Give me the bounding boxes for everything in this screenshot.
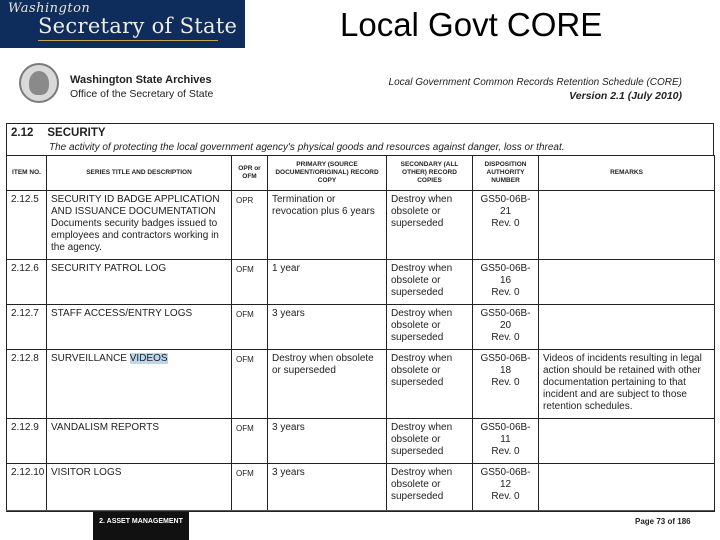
item-number: 2.12.7 <box>7 305 47 350</box>
remarks-cell: Videos of incidents resulting in legal action should be retained with other documentation pertaining to that incident and are subject to those retention schedules. <box>539 350 715 419</box>
slide-title: Local Govt CORE <box>340 6 603 43</box>
highlighted-text[interactable]: VIDEOS <box>129 353 168 364</box>
authority-number: GS50-06B-16 <box>480 263 531 286</box>
primary-retention: 3 years <box>268 464 387 512</box>
table-row <box>7 305 715 350</box>
series-description: Documents security badges issued to employees and contractors working in the agency. <box>51 218 219 253</box>
col-series: SERIES TITLE AND DESCRIPTION <box>47 156 232 191</box>
document-page <box>6 54 714 540</box>
series-title: STAFF ACCESS/ENTRY LOGS <box>47 305 232 350</box>
retention-table <box>6 155 715 512</box>
series-cell <box>47 191 232 260</box>
remarks-cell <box>539 260 715 305</box>
remarks-cell <box>539 191 715 260</box>
table-row <box>7 464 715 512</box>
secondary-retention: Destroy when obsolete or superseded <box>387 464 473 512</box>
series-title: SURVEILLANCE <box>51 353 127 364</box>
section-title: SECURITY <box>47 127 106 139</box>
secondary-retention: Destroy when obsolete or superseded <box>387 191 473 260</box>
item-number: 2.12.8 <box>7 350 47 419</box>
section-description: The activity of protecting the local government agency's physical goods and resources against danger, loss or threat. <box>49 142 565 153</box>
remarks-cell <box>539 464 715 512</box>
remarks-cell <box>539 305 715 350</box>
slide-header <box>0 0 720 52</box>
authority-revision: Rev. 0 <box>491 491 520 502</box>
primary-retention: 3 years <box>268 305 387 350</box>
opr-cell: OFM <box>232 464 268 512</box>
remarks-cell <box>539 419 715 464</box>
authority-cell <box>473 260 539 305</box>
opr-cell: OFM <box>232 305 268 350</box>
item-number: 2.12.5 <box>7 191 47 260</box>
schedule-version: Version 2.1 (July 2010) <box>569 90 682 102</box>
logo-line-2: Secretary of State <box>38 14 238 38</box>
schedule-title: Local Government Common Records Retention Schedule (CORE) <box>388 77 682 88</box>
secondary-retention: Destroy when obsolete or superseded <box>387 350 473 419</box>
table-row <box>7 260 715 305</box>
authority-revision: Rev. 0 <box>491 218 520 229</box>
col-opr: OPR or OFM <box>232 156 268 191</box>
logo-rule <box>38 40 218 41</box>
item-number: 2.12.9 <box>7 419 47 464</box>
authority-revision: Rev. 0 <box>491 446 520 457</box>
col-secondary: SECONDARY (ALL OTHER) RECORD COPIES <box>387 156 473 191</box>
authority-revision: Rev. 0 <box>491 377 520 388</box>
secretary-of-state-logo <box>0 0 245 48</box>
footer-tab: 2. ASSET MANAGEMENT <box>93 512 189 540</box>
primary-retention: Destroy when obsolete or superseded <box>268 350 387 419</box>
item-number: 2.12.10 <box>7 464 47 512</box>
col-remarks: REMARKS <box>539 156 715 191</box>
opr-cell: OFM <box>232 419 268 464</box>
series-title: VISITOR LOGS <box>47 464 232 512</box>
authority-number: GS50-06B-20 <box>480 308 531 331</box>
primary-retention: 3 years <box>268 419 387 464</box>
authority-cell <box>473 350 539 419</box>
col-primary: PRIMARY (SOURCE DOCUMENT/ORIGINAL) RECORD COPY <box>268 156 387 191</box>
secondary-retention: Destroy when obsolete or superseded <box>387 419 473 464</box>
series-title: SECURITY PATROL LOG <box>47 260 232 305</box>
table-row <box>7 419 715 464</box>
org-office: Office of the Secretary of State <box>70 88 214 100</box>
secondary-retention: Destroy when obsolete or superseded <box>387 305 473 350</box>
series-cell <box>47 350 232 419</box>
section-number: 2.12 <box>11 127 34 139</box>
opr-cell: OFM <box>232 260 268 305</box>
primary-retention: 1 year <box>268 260 387 305</box>
page-number: Page 73 of 186 <box>635 517 691 526</box>
authority-number: GS50-06B-18 <box>480 353 531 376</box>
series-title: VANDALISM REPORTS <box>47 419 232 464</box>
org-name: Washington State Archives <box>70 74 212 86</box>
authority-revision: Rev. 0 <box>491 287 520 298</box>
authority-cell <box>473 419 539 464</box>
col-item-no: ITEM NO. <box>7 156 47 191</box>
page-divider <box>6 510 714 511</box>
authority-revision: Rev. 0 <box>491 332 520 343</box>
opr-cell: OPR <box>232 191 268 260</box>
authority-cell <box>473 305 539 350</box>
table-row <box>7 191 715 260</box>
primary-retention: Termination or revocation plus 6 years <box>268 191 387 260</box>
logo-line-1: Washington <box>8 1 91 16</box>
state-seal-icon <box>19 63 59 103</box>
item-number: 2.12.6 <box>7 260 47 305</box>
opr-cell: OFM <box>232 350 268 419</box>
authority-number: GS50-06B-11 <box>480 422 531 445</box>
authority-number: GS50-06B-21 <box>480 194 531 217</box>
secondary-retention: Destroy when obsolete or superseded <box>387 260 473 305</box>
section-header <box>6 123 714 155</box>
table-row <box>7 350 715 419</box>
series-title: SECURITY ID BADGE APPLICATION AND ISSUANCE DOCUMENTATION <box>51 194 220 217</box>
table-header-row <box>7 156 715 191</box>
col-authority: DISPOSITION AUTHORITY NUMBER <box>473 156 539 191</box>
authority-cell <box>473 464 539 512</box>
authority-cell <box>473 191 539 260</box>
authority-number: GS50-06B-12 <box>480 467 531 490</box>
